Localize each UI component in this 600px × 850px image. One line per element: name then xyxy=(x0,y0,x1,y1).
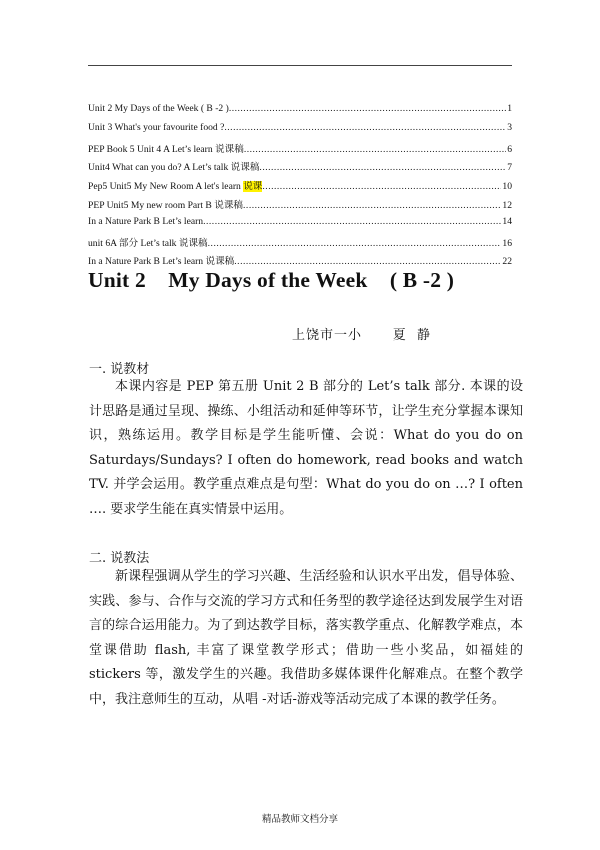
toc-entry[interactable] xyxy=(88,103,512,122)
toc-entry-title: PEP Book 5 Unit 4 A Let’s learn 说课稿 xyxy=(88,143,244,155)
toc-entry[interactable] xyxy=(88,216,512,235)
toc-entry-page: 12 xyxy=(502,199,512,211)
toc-entry-page: 1 xyxy=(507,103,512,114)
section-body-teaching-material: 本课内容是 PEP 第五册 Unit 2 B 部分的 Let’s talk 部分. 本课的设计思路是通过呈现、操练、小组活动和延伸等环节，让学生充分掌握本课知识，熟练运用。教学目标是学生能听懂、会说：What do you do on Saturdays/Sundays? I often do homework, read books and watch TV. 并学会运用。教学重点难点是句型：What do you do on …? I often …. 要求学生能在真实情景中运用。 xyxy=(89,379,523,517)
toc-entry-title: Unit 3 What's your favourite food ? xyxy=(88,121,225,133)
toc-leader-dots xyxy=(243,200,501,211)
toc-entry[interactable] xyxy=(88,235,512,254)
toc-entry-page: 16 xyxy=(502,237,512,249)
toc-entry-page: 3 xyxy=(507,121,512,133)
toc-entry-title: In a Nature Park B Let’s learn xyxy=(88,215,204,227)
toc-entry[interactable] xyxy=(88,178,512,197)
toc-entry[interactable] xyxy=(88,122,512,141)
toc-entry[interactable] xyxy=(88,141,512,160)
toc-leader-dots xyxy=(229,103,506,114)
toc-entry-page: 10 xyxy=(502,181,512,193)
toc-entry-title: Unit4 What can you do? A Let’s talk 说课稿 xyxy=(88,162,260,174)
toc-entry-page: 14 xyxy=(502,215,512,227)
header-rule xyxy=(88,65,512,66)
toc-leader-dots xyxy=(234,256,501,267)
toc-leader-dots xyxy=(259,162,506,173)
toc-entry-title-text: Pep5 Unit5 My New Room A let's learn xyxy=(88,181,244,193)
toc-leader-dots xyxy=(262,181,501,192)
toc-leader-dots xyxy=(224,122,506,133)
toc-entry[interactable] xyxy=(88,197,512,216)
author-line: 上饶市一小 夏 静 xyxy=(292,328,432,343)
toc-entry-title: PEP Unit5 My new room Part B 说课稿 xyxy=(88,199,244,211)
toc-entry-title: unit 6A 部分 Let’s talk 说课稿 xyxy=(88,237,208,249)
table-of-contents xyxy=(88,103,512,272)
section-heading-teaching-material: 一. 说教材 xyxy=(89,362,150,377)
toc-entry-title: Unit 2 My Days of the Week ( B -2 ) xyxy=(88,103,229,114)
toc-leader-dots xyxy=(208,238,502,249)
toc-leader-dots xyxy=(203,216,501,227)
toc-leader-dots xyxy=(244,144,506,155)
toc-entry-title xyxy=(88,178,262,192)
toc-entry-page: 7 xyxy=(507,162,512,174)
toc-entry[interactable] xyxy=(88,159,512,178)
document-title: Unit 2 My Days of the Week ( B -2 ) xyxy=(88,268,455,292)
toc-entry-page: 6 xyxy=(507,143,512,155)
section-heading-teaching-method: 二. 说教法 xyxy=(89,551,150,566)
highlighted-text: 说课 xyxy=(243,181,263,193)
page-footer: 精品教师文档分享 xyxy=(261,814,338,825)
section-body-teaching-method: 新课程强调从学生的学习兴趣、生活经验和认识水平出发，倡导体验、实践、参与、合作与交流的学习方式和任务型的教学途径达到发展学生对语言的综合运用能力。为了到达教学目标，落实教学重点、化解教学难点，本堂课借助 flash, 丰富了课堂教学形式；借助一些小奖品，如福娃的 stickers 等，激发学生的兴趣。我借助多媒体课件化解难点。在整个教学中，我注意师生的互动，从唱 -对话-游戏等活动完成了本课的教学任务。 xyxy=(89,569,523,707)
toc-entry-page: 22 xyxy=(502,256,512,268)
toc-entry-title: In a Nature Park B Let’s learn 说课稿 xyxy=(88,256,235,268)
